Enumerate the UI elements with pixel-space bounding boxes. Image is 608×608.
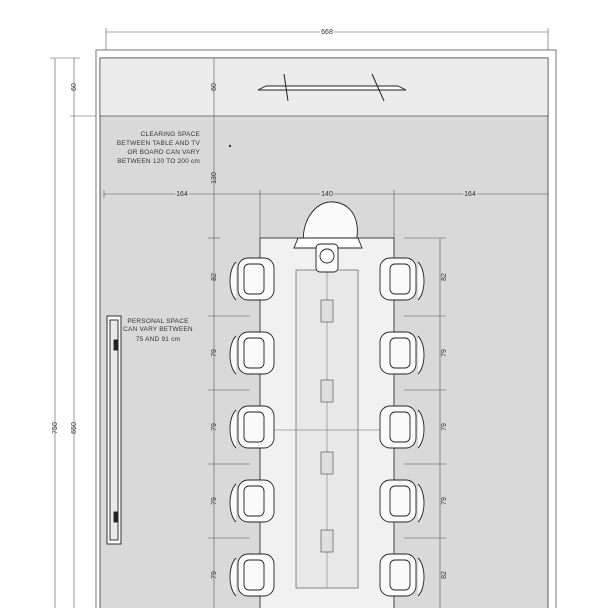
- inner-length-label: 650: [71, 422, 78, 434]
- personal-note-line-3: 75 AND 91 cm: [135, 336, 181, 343]
- conference-table: [260, 238, 394, 608]
- seat-right-4: 79: [441, 497, 448, 505]
- clearing-note-line-1: CLEARING SPACE: [140, 131, 200, 138]
- seat-left-3: 79: [211, 423, 218, 431]
- overall-width-dimension: [106, 28, 548, 50]
- personal-note-line-2: CAN VARY BETWEEN: [123, 326, 193, 333]
- overall-width-label: 668: [321, 29, 333, 36]
- seat-right-5: 82: [441, 571, 448, 579]
- seat-left-5: 79: [211, 571, 218, 579]
- room-length-label: 750: [52, 422, 59, 434]
- side-left-label: 164: [176, 191, 188, 198]
- seat-right-1: 82: [441, 273, 448, 281]
- seat-left-2: 79: [211, 349, 218, 357]
- personal-note-line-1: PERSONAL SPACE: [127, 318, 189, 325]
- seat-left-4: 79: [211, 497, 218, 505]
- door-icon: [107, 316, 121, 544]
- seat-left-1: 82: [211, 273, 218, 281]
- clearing-note-line-4: BETWEEN 120 TO 200 cm: [117, 158, 200, 165]
- clearing-note-line-2: BETWEEN TABLE AND TV: [116, 140, 200, 147]
- clearing-depth-label: 130: [211, 172, 218, 184]
- tv-zone-height-label: 60: [71, 83, 78, 91]
- seat-right-3: 79: [441, 423, 448, 431]
- table-width-label: 140: [321, 191, 333, 198]
- left-dimensions: [50, 58, 96, 608]
- side-right-label: 164: [464, 191, 476, 198]
- seat-right-2: 79: [441, 349, 448, 357]
- clearing-note-line-3: OR BOARD CAN VARY: [127, 149, 200, 156]
- tv-zone-height-inner-label: 60: [211, 83, 218, 91]
